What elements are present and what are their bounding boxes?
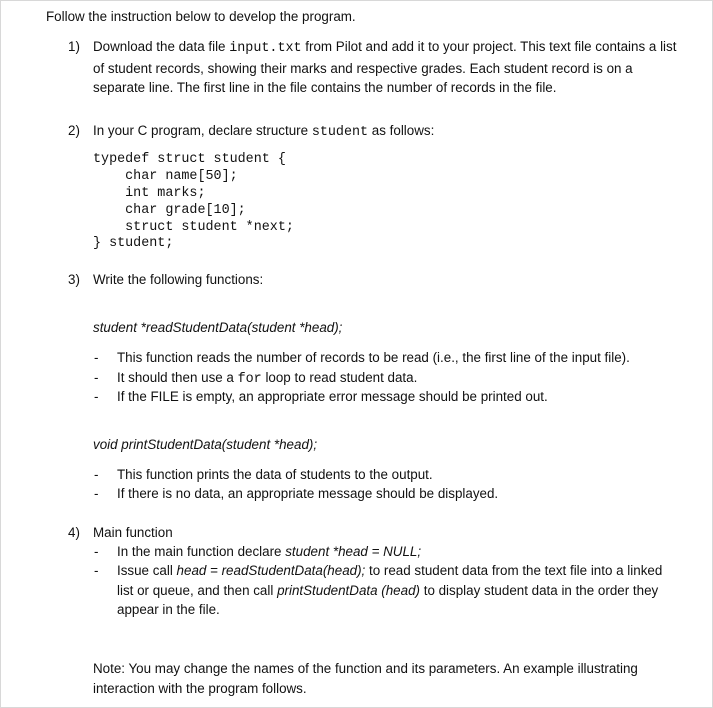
section-2-text-b: as follows: bbox=[368, 123, 435, 138]
bullet-text-a: It should then use a bbox=[117, 370, 238, 385]
section-2-text-a: In your C program, declare structure bbox=[93, 123, 312, 138]
bullet-dash: - bbox=[94, 467, 99, 482]
bullet-text: This function reads the number of records to be read (i.e., the first line of the input file). bbox=[117, 350, 630, 365]
for-keyword: for bbox=[237, 372, 262, 387]
section-1-text-a: Download the data file bbox=[93, 39, 230, 54]
bullet-text-b: loop to read student data. bbox=[261, 370, 418, 385]
head-declaration: student *head = NULL; bbox=[285, 544, 422, 559]
bullet-dash: - bbox=[94, 544, 99, 559]
bullet-text-b: to read student data from the text file into a linked list or queue, and then call bbox=[117, 563, 663, 598]
bullet-text-c: to display student data in the order they appear in the file. bbox=[117, 582, 659, 617]
note-text: Note: You may change the names of the function and its parameters. An example illustrating interaction with the program follows. bbox=[93, 661, 638, 696]
section-1-number: 1) bbox=[68, 39, 80, 54]
bullet-dash: - bbox=[94, 486, 99, 501]
code-line: char grade[10]; bbox=[93, 203, 246, 218]
bullet-text bbox=[117, 542, 687, 562]
bullet-dash: - bbox=[94, 370, 99, 385]
read-call: head = readStudentData(head); bbox=[176, 563, 366, 578]
print-call: printStudentData (head) bbox=[277, 582, 420, 598]
bullet-text bbox=[117, 561, 672, 620]
input-file-name: input.txt bbox=[229, 41, 302, 56]
section-3-title: Write the following functions: bbox=[93, 272, 264, 287]
section-2-text bbox=[93, 121, 683, 143]
section-2-number: 2) bbox=[68, 123, 80, 138]
bullet-text: If there is no data, an appropriate message should be displayed. bbox=[117, 486, 499, 501]
code-line: typedef struct student { bbox=[93, 152, 286, 167]
section-3-number: 3) bbox=[68, 272, 80, 287]
bullet-text-a: Issue call bbox=[117, 563, 177, 578]
bullet-dash: - bbox=[94, 350, 99, 365]
section-1-text bbox=[93, 37, 683, 98]
function-signature-print: void printStudentData(student *head); bbox=[93, 437, 318, 452]
struct-name: student bbox=[311, 125, 369, 140]
bullet-dash: - bbox=[94, 563, 99, 578]
bullet-dash: - bbox=[94, 389, 99, 404]
code-line: int marks; bbox=[93, 186, 206, 201]
bullet-text-a: In the main function declare bbox=[117, 544, 286, 559]
bullet-text: If the FILE is empty, an appropriate error message should be printed out. bbox=[117, 389, 548, 404]
section-4-title: Main function bbox=[93, 525, 173, 540]
intro-text: Follow the instruction below to develop the program. bbox=[46, 9, 356, 24]
code-line: } student; bbox=[93, 236, 174, 251]
bullet-text: This function prints the data of students to the output. bbox=[117, 467, 433, 482]
code-line: struct student *next; bbox=[93, 220, 294, 235]
section-4-number: 4) bbox=[68, 525, 80, 540]
section-1-text-b: from Pilot and add it to your project. This text file contains a list of student records, showing their marks and respective grades. Each student record is on a separate line. The first line in the file contains the number of records in the file. bbox=[93, 39, 677, 95]
code-line: char name[50]; bbox=[93, 169, 238, 184]
function-signature-read: student *readStudentData(student *head); bbox=[93, 320, 343, 335]
